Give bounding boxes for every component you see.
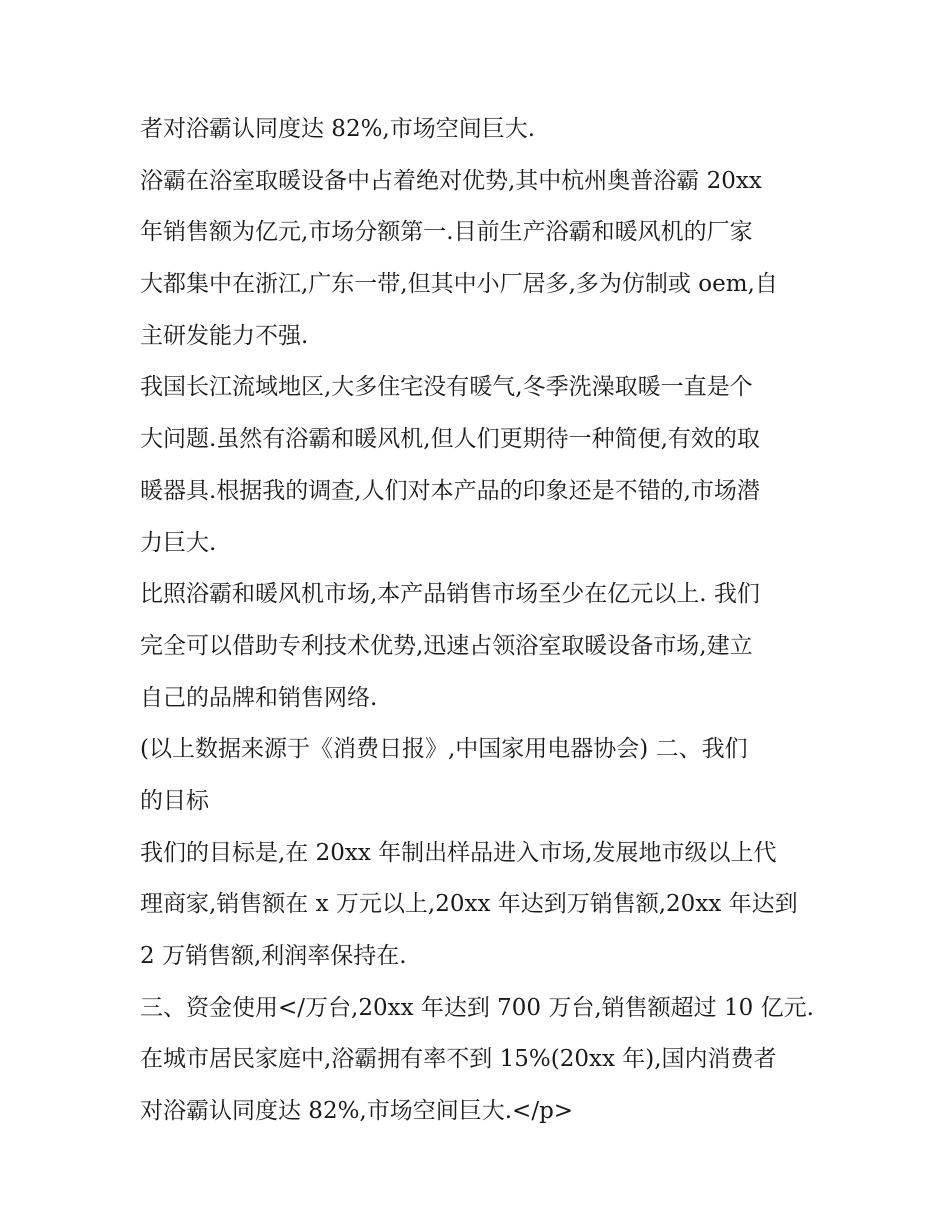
text-line: 在城市居民家庭中,浴霸拥有率不到 15%(20xx 年),国内消费者 [140,1046,777,1073]
text-line: 大问题.虽然有浴霸和暖风机,但人们更期待一种简便,有效的取 [140,426,760,453]
text-line: 我们的目标是,在 20xx 年制出样品进入市场,发展地市级以上代 [140,839,777,866]
text-line: 我国长江流域地区,大多住宅没有暖气,冬季洗澡取暖一直是个 [140,374,753,401]
text-line: 三、资金使用</万台,20xx 年达到 700 万台,销售额超过 10 亿元. [140,994,814,1021]
text-line: 的目标 [140,787,209,814]
document-body [140,108,820,1142]
text-line: 比照浴霸和暖风机市场,本产品销售市场至少在亿元以上. 我们 [140,581,760,608]
text-line: 力巨大. [140,529,217,556]
text-line: 主研发能力不强. [140,322,309,349]
text-line: 浴霸在浴室取暖设备中占着绝对优势,其中杭州奥普浴霸 20xx [140,167,762,194]
text-line: 自己的品牌和销售网络. [140,684,378,711]
text-line: 年销售额为亿元,市场分额第一.目前生产浴霸和暖风机的厂家 [140,219,753,246]
text-line: 完全可以借助专利技术优势,迅速占领浴室取暖设备市场,建立 [140,632,753,659]
text-line: (以上数据来源于《消费日报》,中国家用电器协会) 二、我们 [140,736,748,763]
text-line: 对浴霸认同度达 82%,市场空间巨大.</p> [140,1098,574,1125]
text-line: 者对浴霸认同度达 82%,市场空间巨大. [140,116,536,142]
text-line: 大都集中在浙江,广东一带,但其中小厂居多,多为仿制或 oem,自 [140,271,778,298]
text-line: 2 万销售额,利润率保持在. [140,943,407,969]
text-line: 理商家,销售额在 x 万元以上,20xx 年达到万销售额,20xx 年达到 [140,891,798,918]
text-line: 暖器具.根据我的调查,人们对本产品的印象还是不错的,市场潜 [140,477,760,504]
